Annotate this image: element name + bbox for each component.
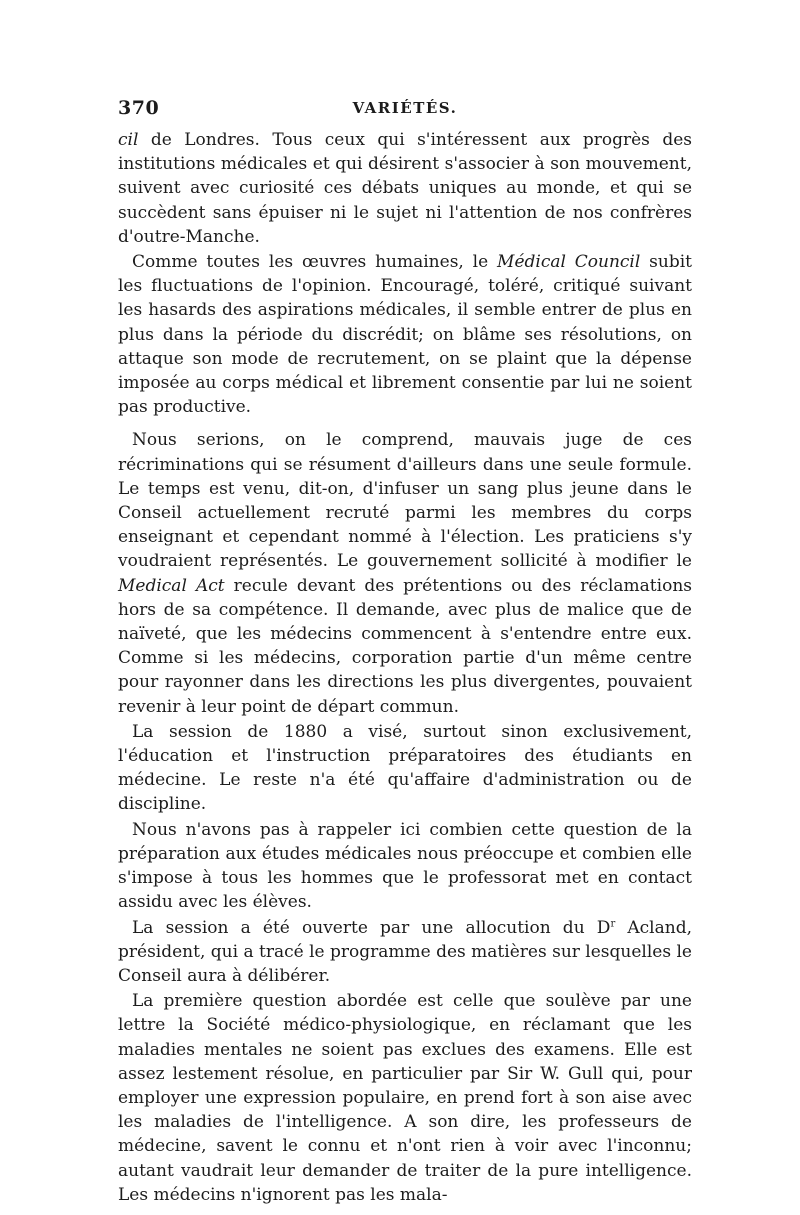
paragraph-1 (118, 128, 692, 249)
page-number: 370 (118, 97, 160, 119)
paragraph-text: La première question abordée est celle que soulève par une lettre la Société médico-physiologique, en réclamant que les maladies mentales ne soient pas exclues des examens. Elle est assez lestement résolue, en particulier par Sir W. Gull qui, pour employer une expression populaire, en prend fort à son aise avec les maladies de l'intelligence. A son dire, les professeurs de médecine, savent le connu et n'ont rien à voir avec l'inconnu; autant vaudrait leur demander de traiter de la pure intelligence. Les médecins n'ignorent pas les mala- (118, 991, 692, 1205)
paragraph-text: Nous serions, on le comprend, mauvais juge de ces récriminations qui se résument d'ailleurs dans une seule formule. Le temps est venu, dit-on, d'infuser un sang plus jeune dans le Conseil actuellement recruté parmi les membres du corps enseignant et cependant nommé à l'élection. Les praticiens s'y voudraient représentés. Le gouvernement sollicité à modifier le (118, 430, 692, 572)
superscript: r (610, 917, 616, 929)
running-header (118, 97, 692, 125)
paragraph-text: de Londres. Tous ceux qui s'intéressent aux progrès des institutions médicales et qui désirent s'associer à son mouvement, suivent avec curiosité ces débats uniques au monde, et qui se succèdent sans épuiser ni le sujet ni l'attention de nos confrères d'outre-Manche. (118, 130, 692, 247)
body-text (118, 128, 692, 1208)
paragraph-text: La session de 1880 a visé, surtout sinon exclusivement, l'éducation et l'instruction préparatoires des étudiants en médecine. Le reste n'a été qu'affaire d'administration ou de discipline. (118, 721, 692, 815)
paragraph-text: subit les fluctuations de l'opinion. Encouragé, toléré, critiqué suivant les hasards des aspirations médicales, il semble entrer de plus en plus dans la période du discrédit; on blâme ses résolutions, on attaque son mode de recrutement, on se plaint que la dépense imposée au corps médical et librement consentie par lui ne soient pas productive. (118, 252, 692, 418)
paragraph-text: Comme toutes les œuvres humaines, le (132, 252, 498, 273)
paragraph-5 (118, 818, 692, 915)
paragraph-text: Acland, président, qui a tracé le programme des matières sur lesquelles le Conseil aura à délibérer. (118, 917, 692, 986)
paragraph-2 (118, 250, 692, 419)
italic-term: Medical Act (118, 575, 225, 596)
paragraph-text: La session a été ouverte par une allocution du D (132, 917, 611, 938)
italic-term: cil (118, 130, 139, 150)
paragraph-3 (118, 428, 692, 718)
paragraph-text: recule devant des prétentions ou des réclamations hors de sa compétence. Il demande, avec plus de malice que de naïveté, que les médecins commencent à s'entendre entre eux. Comme si les médecins, corporation partie d'un même centre pour rayonner dans les directions les plus divergentes, pouvaient revenir à leur point de départ commun. (118, 575, 692, 717)
italic-term: Médical Council (497, 252, 641, 273)
paragraph-text: Nous n'avons pas à rappeler ici combien cette question de la préparation aux études médicales nous préoccupe et combien elle s'impose à tous les hommes que le professorat met en contact assidu avec les élèves. (118, 819, 692, 913)
paragraph-4 (118, 720, 692, 817)
running-title: VARIÉTÉS. (352, 99, 458, 117)
paragraph-6 (118, 916, 692, 989)
paragraph-7 (118, 989, 692, 1207)
